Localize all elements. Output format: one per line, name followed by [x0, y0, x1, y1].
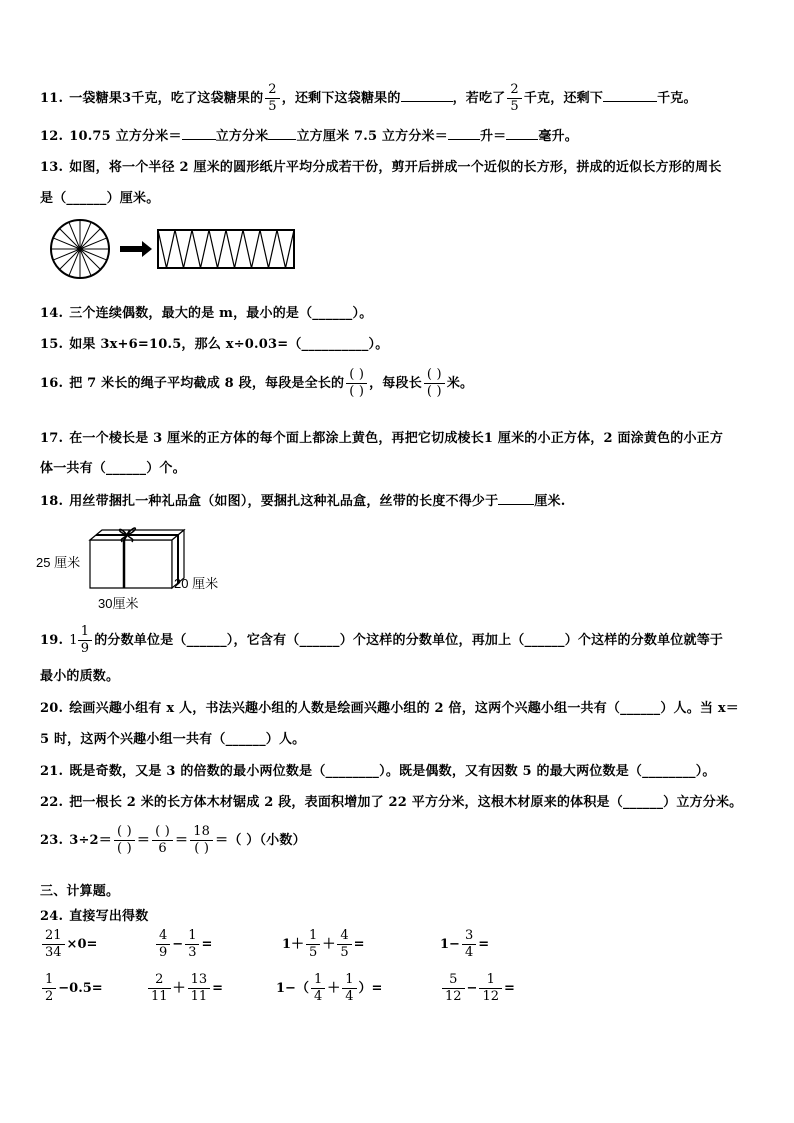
calc-text: 1− — [440, 937, 460, 952]
denominator: 5 — [268, 99, 277, 114]
fraction — [78, 624, 92, 657]
question-21 — [40, 760, 716, 779]
numerator: 1 — [78, 624, 92, 641]
calc-text: = — [212, 981, 224, 996]
calc-text: = — [478, 937, 490, 952]
calc-text: ×0= — [66, 937, 98, 952]
question-text: 把一根长 2 米的长方体木材锯成 2 段，表面积增加了 22 平方分米，这根木材原来的体积是（______）立方分米。 — [69, 795, 743, 810]
denominator: 5 — [510, 99, 519, 114]
question-15 — [40, 333, 388, 352]
fraction — [42, 928, 65, 961]
denominator: 5 — [340, 945, 349, 960]
blank-numerator[interactable]: ( ) — [114, 824, 135, 841]
answer-blank[interactable] — [182, 126, 216, 140]
numerator: 21 — [42, 928, 65, 945]
circle-spoke — [80, 228, 101, 249]
equals-sign: ＝ — [136, 833, 151, 848]
box-depth-label: 20 厘米 — [174, 576, 219, 591]
calc-text: = — [201, 937, 213, 952]
gift-box-icon — [90, 530, 184, 588]
approximate-rectangle-icon — [158, 230, 294, 268]
section-heading: 三、计算题。 — [40, 884, 120, 899]
question-text: 三个连续偶数，最大的是 m，最小的是（______）。 — [69, 306, 373, 321]
denominator: 2 — [45, 989, 54, 1004]
blank-numerator[interactable]: ( ) — [152, 824, 173, 841]
numerator: 3 — [462, 928, 476, 945]
numerator: 4 — [156, 928, 170, 945]
arrow-icon — [120, 241, 152, 257]
denominator: 12 — [445, 989, 462, 1004]
blank-denominator[interactable]: ( ) — [194, 841, 210, 856]
question-number: 16. — [40, 376, 64, 391]
question-number: 22. — [40, 795, 64, 810]
question-22 — [40, 791, 742, 810]
question-text: 立方分米 — [215, 129, 269, 144]
divided-circle-icon — [51, 220, 109, 278]
calc-item-f[interactable] — [146, 972, 223, 1005]
question-number: 19. — [40, 633, 64, 648]
denominator: 3 — [188, 945, 197, 960]
question-text: 3÷2＝ — [69, 833, 113, 848]
denominator: 34 — [45, 945, 62, 960]
denominator: 4 — [313, 989, 323, 1004]
calc-text: −0.5= — [58, 981, 103, 996]
question-14 — [40, 302, 372, 321]
answer-blank[interactable] — [506, 126, 538, 140]
calc-item-h[interactable] — [440, 972, 515, 1005]
calc-item-a[interactable] — [40, 928, 97, 961]
operator: ＋ — [172, 981, 186, 996]
fraction — [42, 972, 56, 1005]
denominator: 5 — [309, 945, 318, 960]
question-text: 10.75 立方分米＝ — [69, 129, 182, 144]
circle-spoke — [59, 228, 80, 249]
question-text: 如图，将一个半径 2 厘米的圆形纸片平均分成若干份，剪开后拼成一个近似的长方形，拼成的近似长方形的周长 — [69, 160, 722, 175]
question-text: ，若吃了 — [452, 91, 506, 106]
numerator: 1 — [42, 972, 56, 989]
question-number: 11. — [40, 91, 64, 106]
question-text: ，每段长 — [369, 376, 422, 391]
numerator: 1 — [479, 972, 502, 989]
fraction — [311, 972, 325, 1005]
answer-blank[interactable] — [603, 88, 657, 102]
question-number: 21. — [40, 764, 64, 779]
denominator: 12 — [482, 989, 499, 1004]
denominator: 9 — [159, 945, 168, 960]
question-19-line2: 最小的质数。 — [40, 669, 120, 684]
question-text: 把 7 米长的绳子平均截成 8 段，每段是全长的 — [69, 376, 345, 391]
question-text: 如果 3x+6=10.5，那么 x÷0.03=（__________）。 — [69, 337, 389, 352]
calc-item-e[interactable] — [40, 972, 103, 1005]
numerator: 13 — [188, 972, 211, 989]
numerator: 2 — [148, 972, 171, 989]
denominator: 11 — [151, 989, 168, 1004]
calc-item-d[interactable] — [440, 928, 489, 961]
question-text: 立方厘米 7.5 立方分米＝ — [296, 129, 448, 144]
question-number: 20. — [40, 701, 64, 716]
question-text: 一袋糖果3千克，吃了这袋糖果的 — [69, 91, 264, 106]
numerator: 1 — [311, 972, 325, 989]
question-number: 12. — [40, 129, 64, 144]
numerator: 1 — [306, 928, 320, 945]
calc-item-b[interactable] — [154, 928, 212, 961]
numerator: 2 — [507, 82, 521, 99]
blank-numerator[interactable]: ( ) — [346, 367, 367, 384]
question-number: 18. — [40, 494, 64, 509]
fraction — [190, 824, 213, 857]
denominator: 4 — [345, 989, 354, 1004]
mixed-number — [69, 624, 94, 657]
circle-spoke — [80, 249, 101, 270]
numerator: 18 — [190, 824, 213, 841]
whole-part: 1 — [69, 633, 78, 648]
question-20-line2: 5 时，这两个兴趣小组一共有（______）人。 — [40, 732, 306, 747]
denominator: 6 — [158, 841, 167, 856]
calc-item-g[interactable] — [276, 972, 382, 1005]
numerator: 2 — [265, 82, 279, 99]
question-text: 升＝ — [479, 129, 507, 144]
question-text: 在一个棱长是 3 厘米的正方体的每个面上都涂上黄色，再把它切成棱长1 厘米的小正方体，2 面涂黄色的小正方 — [69, 431, 724, 446]
question-17-line2: 体一共有（______）个。 — [40, 461, 186, 476]
question-text: ＝（ ）（小数） — [215, 833, 306, 848]
fraction — [337, 928, 351, 961]
question-text: 千克。 — [657, 91, 697, 106]
question-text: 米。 — [446, 376, 474, 391]
operator: − — [466, 981, 478, 996]
blank-numerator[interactable]: ( ) — [424, 367, 445, 384]
fraction — [185, 928, 199, 961]
operator: ＋ — [322, 937, 336, 952]
question-text: 既是奇数，又是 3 的倍数的最小两位数是（________）。既是偶数，又有因数 5 的最大两位数是（________）。 — [69, 764, 716, 779]
answer-blank[interactable] — [448, 126, 480, 140]
gift-box-figure — [36, 522, 236, 614]
box-length-label: 30厘米 — [98, 596, 139, 611]
question-13-line2: 是（______）厘米。 — [40, 191, 160, 206]
question-text: 用丝带捆扎一种礼品盒（如图），要捆扎这种礼品盒，丝带的长度不得少于 — [69, 494, 499, 509]
calc-text: ）= — [358, 981, 383, 996]
fraction — [306, 928, 320, 961]
fraction — [188, 972, 211, 1005]
fraction — [156, 928, 170, 961]
denominator: 11 — [190, 989, 208, 1004]
circle-spoke — [59, 249, 80, 270]
fraction — [479, 972, 502, 1005]
question-19 — [40, 624, 723, 657]
question-13 — [40, 156, 722, 175]
question-11 — [40, 82, 697, 115]
question-20 — [40, 697, 739, 716]
numerator: 1 — [185, 928, 199, 945]
question-text: 毫升。 — [538, 129, 578, 144]
blank-denominator[interactable]: ( ) — [117, 841, 132, 856]
numerator: 4 — [337, 928, 351, 945]
question-number: 14. — [40, 306, 64, 321]
answer-blank[interactable] — [401, 88, 453, 102]
fraction — [442, 972, 465, 1005]
blank-fraction[interactable] — [424, 367, 445, 400]
fraction — [148, 972, 171, 1005]
operator: ＋ — [327, 981, 341, 996]
answer-blank[interactable] — [268, 126, 296, 140]
equals-sign: ＝ — [175, 833, 189, 848]
question-17 — [40, 427, 723, 446]
question-18 — [40, 490, 565, 509]
calc-text: 1−（ — [276, 981, 309, 996]
numerator: 5 — [442, 972, 465, 989]
question-23 — [40, 824, 306, 857]
question-text: 的分数单位是（______），它含有（______）个这样的分数单位，再加上（______）个这样的分数单位就等于 — [94, 633, 724, 648]
question-text: 直接写出得数 — [69, 909, 149, 924]
calc-text: = — [504, 981, 515, 996]
question-number: 13. — [40, 160, 64, 175]
denominator: 4 — [464, 945, 474, 960]
fraction — [507, 82, 521, 115]
calc-text: = — [353, 937, 365, 952]
blank-denominator[interactable]: ( ) — [426, 384, 442, 399]
question-12 — [40, 125, 578, 144]
question-text: 绘画兴趣小组有 x 人，书法兴趣小组的人数是绘画兴趣小组的 2 倍，这两个兴趣小组一共有（______）人。当 x＝ — [69, 701, 739, 716]
answer-blank[interactable] — [498, 491, 534, 505]
calc-item-c[interactable] — [282, 928, 365, 961]
question-number: 17. — [40, 431, 64, 446]
question-number: 23. — [40, 833, 64, 848]
question-16 — [40, 367, 473, 400]
blank-fraction[interactable] — [346, 367, 367, 400]
box-height-label: 25 厘米 — [36, 555, 81, 570]
fraction — [462, 928, 476, 961]
calc-text: 1＋ — [282, 937, 305, 952]
blank-denominator[interactable]: ( ) — [349, 384, 365, 399]
question-text: 厘米. — [534, 494, 566, 509]
question-number: 15. — [40, 337, 64, 352]
question-24 — [40, 905, 148, 924]
fraction — [152, 824, 173, 857]
numerator: 1 — [342, 972, 356, 989]
question-number: 24. — [40, 909, 64, 924]
fraction — [265, 82, 279, 115]
question-text: ，还剩下这袋糖果的 — [281, 91, 401, 106]
denominator: 9 — [80, 641, 90, 656]
fraction — [342, 972, 356, 1005]
blank-fraction[interactable] — [114, 824, 135, 857]
operator: − — [172, 937, 184, 952]
circle-to-rectangle-figure — [44, 218, 304, 280]
question-text: 千克，还剩下 — [523, 91, 604, 106]
